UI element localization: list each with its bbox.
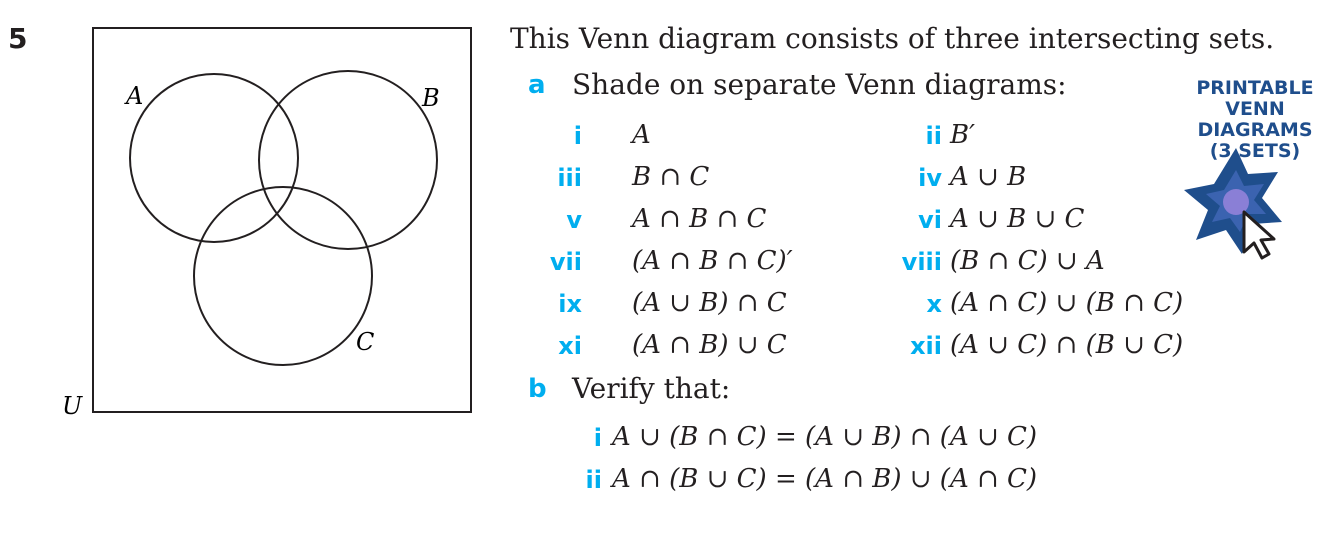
set-expression: B′: [950, 120, 976, 150]
identity-expression: A ∩ (B ∪ C) = (A ∩ B) ∪ (A ∩ C): [612, 464, 1038, 494]
item-roman: iv: [918, 164, 942, 192]
label-b: B: [422, 84, 440, 112]
set-expression: (A ∩ C) ∪ (B ∩ C): [950, 288, 1184, 318]
item-roman: ii: [925, 122, 942, 150]
item-roman: i: [573, 122, 582, 150]
item-roman: vi: [918, 206, 942, 234]
part-a-text: Shade on separate Venn diagrams:: [572, 68, 1067, 101]
printable-line-2: VENN DIAGRAMS: [1197, 98, 1313, 141]
set-expression: A ∪ B: [950, 162, 1027, 192]
part-b-text: Verify that:: [572, 372, 731, 405]
item-roman: v: [566, 206, 582, 234]
part-a-letter: a: [528, 70, 546, 100]
set-expression: (A ∩ B ∩ C)′: [632, 246, 793, 276]
venn-diagram: [50, 26, 480, 418]
set-expression: (A ∪ C) ∩ (B ∪ C): [950, 330, 1184, 360]
set-expression: A ∪ B ∪ C: [950, 204, 1085, 234]
set-expression: (A ∪ B) ∩ C: [632, 288, 787, 318]
printable-line-3: (3 SETS): [1209, 140, 1301, 162]
item-roman: vii: [549, 248, 582, 276]
item-roman: ii: [585, 466, 602, 494]
item-roman: i: [593, 424, 602, 452]
part-b-letter: b: [528, 374, 547, 404]
circle-a: [130, 74, 298, 242]
question-number: 5: [8, 22, 28, 55]
question-intro: This Venn diagram consists of three intersecting sets.: [510, 22, 1275, 55]
item-roman: ix: [558, 290, 582, 318]
label-c: C: [356, 328, 375, 356]
label-u: U: [62, 392, 83, 418]
item-roman: viii: [901, 248, 942, 276]
item-roman: xi: [558, 332, 582, 360]
item-roman: xii: [910, 332, 942, 360]
item-roman: x: [926, 290, 942, 318]
set-expression: (A ∩ B) ∪ C: [632, 330, 787, 360]
set-expression: B ∩ C: [632, 162, 710, 192]
identity-expression: A ∪ (B ∩ C) = (A ∪ B) ∩ (A ∪ C): [612, 422, 1038, 452]
set-expression: A ∩ B ∩ C: [632, 204, 767, 234]
circle-b: [259, 71, 437, 249]
label-a: A: [126, 82, 144, 110]
set-expression: A: [632, 120, 651, 150]
snowflake-cursor-icon[interactable]: [1178, 144, 1294, 262]
set-expression: (B ∩ C) ∪ A: [950, 246, 1105, 276]
circle-c: [194, 187, 375, 365]
printable-line-1: PRINTABLE: [1196, 77, 1314, 99]
item-roman: iii: [557, 164, 582, 192]
